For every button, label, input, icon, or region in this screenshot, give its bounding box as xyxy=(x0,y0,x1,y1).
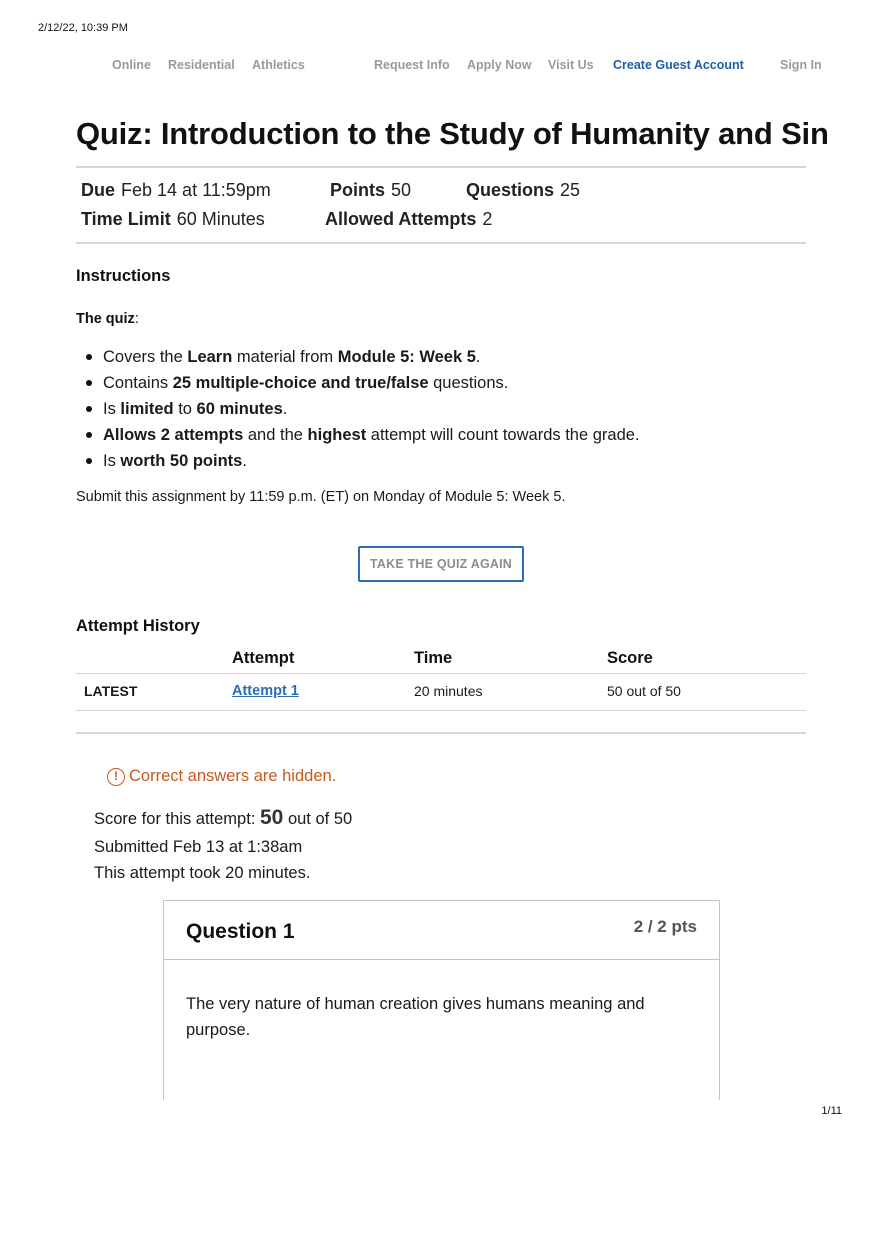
time-limit: Time Limit 60 Minutes xyxy=(81,209,265,229)
attempt-time: 20 minutes xyxy=(414,683,483,699)
results-divider xyxy=(76,732,806,734)
answers-hidden-notice: ! Correct answers are hidden. xyxy=(107,767,336,786)
instruction-list xyxy=(84,346,784,476)
question-card xyxy=(163,900,720,1100)
table-header-divider xyxy=(76,673,806,674)
nav-athletics[interactable]: Athletics xyxy=(252,58,305,72)
score-value: 50 xyxy=(260,806,284,829)
table-row-divider xyxy=(76,710,806,711)
quiz-intro: The quiz: xyxy=(76,311,139,327)
nav-visit-us[interactable]: Visit Us xyxy=(548,58,594,72)
instruction-item: Is worth 50 points. xyxy=(84,450,784,476)
submit-deadline-note: Submit this assignment by 11:59 p.m. (ET) on Monday of Module 5: Week 5. xyxy=(76,489,566,505)
allowed-attempts: Allowed Attempts 2 xyxy=(325,209,493,229)
instructions-heading: Instructions xyxy=(76,267,171,285)
attempt-1-link[interactable]: Attempt 1 xyxy=(232,683,299,699)
attempt-duration: This attempt took 20 minutes. xyxy=(94,864,311,882)
question-header xyxy=(164,901,719,960)
warning-icon: ! xyxy=(107,768,125,786)
attempt-score: 50 out of 50 xyxy=(607,683,681,699)
question-count: Questions 25 xyxy=(466,180,581,200)
print-datetime: 2/12/22, 10:39 PM xyxy=(38,22,128,34)
instruction-item: Allows 2 attempts and the highest attempt will count towards the grade. xyxy=(84,424,784,450)
nav-residential[interactable]: Residential xyxy=(168,58,235,72)
question-points: 2 / 2 pts xyxy=(633,917,697,936)
submitted-time: Submitted Feb 13 at 1:38am xyxy=(94,838,303,856)
meta-divider xyxy=(76,242,806,244)
title-divider xyxy=(76,166,806,168)
points: Points 50 xyxy=(330,180,412,200)
column-header-score: Score xyxy=(607,649,653,667)
instruction-item: Is limited to 60 minutes. xyxy=(84,398,784,424)
attempt-score-summary: Score for this attempt: 50 out of 50 xyxy=(94,806,353,829)
column-header-time: Time xyxy=(414,649,453,667)
attempt-history-heading: Attempt History xyxy=(76,617,200,635)
nav-sign-in[interactable]: Sign In xyxy=(780,58,822,72)
instruction-item: Contains 25 multiple-choice and true/false questions. xyxy=(84,372,784,398)
question-text: The very nature of human creation gives humans meaning and purpose. xyxy=(186,995,645,1039)
nav-request-info[interactable]: Request Info xyxy=(374,58,450,72)
instruction-item: Covers the Learn material from Module 5: Week 5. xyxy=(84,346,784,372)
nav-create-guest-account[interactable]: Create Guest Account xyxy=(613,58,744,72)
nav-online[interactable]: Online xyxy=(112,58,151,72)
question-title: Question 1 xyxy=(186,920,295,943)
column-header-attempt: Attempt xyxy=(232,649,295,667)
page-title: Quiz: Introduction to the Study of Humanity and Sin xyxy=(76,116,829,151)
due-date: Due Feb 14 at 11:59pm xyxy=(81,180,271,200)
latest-tag: LATEST xyxy=(84,683,138,699)
print-page-number: 1/11 xyxy=(821,1105,842,1117)
nav-apply-now[interactable]: Apply Now xyxy=(467,58,532,72)
take-quiz-again-button[interactable]: TAKE THE QUIZ AGAIN xyxy=(358,546,524,582)
